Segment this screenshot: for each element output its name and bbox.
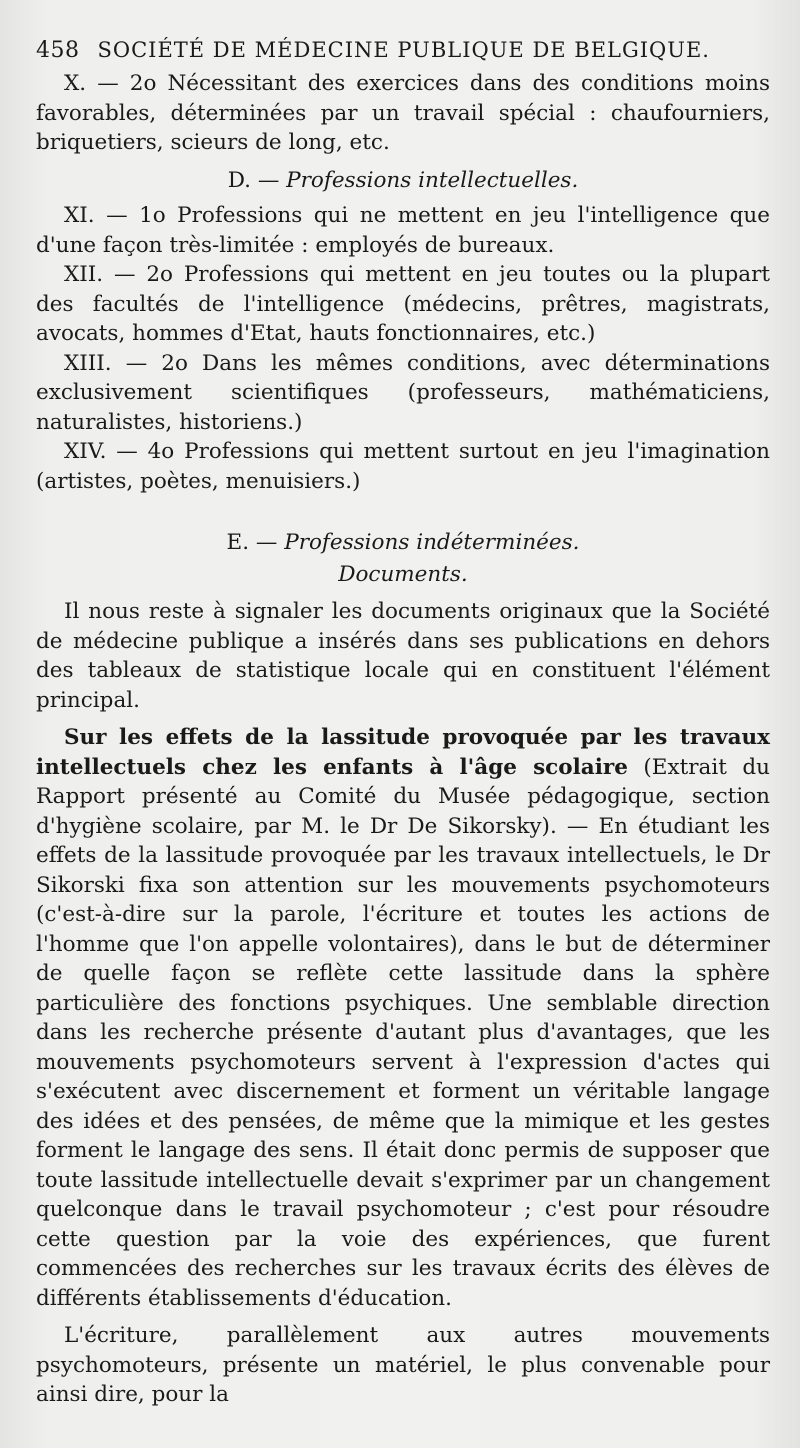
list-item-xi: XI. — 1o Professions qui ne mettent en jeu l'intelligence que d'une façon très-limitée : employés de bureaux. — [36, 203, 770, 258]
page-number: 458 — [36, 38, 80, 63]
section-heading-e — [36, 528, 770, 558]
list-item-xiv: XIV. — 4o Professions qui mettent surtout en jeu l'imagination (artistes, poètes, menuisiers.) — [36, 439, 770, 494]
main-paragraph — [36, 723, 770, 1313]
article-body: (Extrait du Rapport présenté au Comité du Musée pédagogique, section d'hygiène scolaire, par M. le Dr De Sikorsky). — En étudiant les effets de la lassitude provoquée par les travaux intellectuels, le Dr Sikorski fixa son attention sur les mouvements psychomoteurs (c'est-à-dire sur la parole, l'écriture et toutes les actions de l'homme que l'on appelle volontaires), dans le but de déterminer de quelle façon se reflète cette lassitude dans la sphère particulière des fonctions psychiques. Une semblable direction dans les recherche présente d'autant plus d'avantages, que les mouvements psychomoteurs servent à l'expression d'actes qui s'exécutent avec discernement et forment un véritable langage des idées et des pensées, de même que la mimique et les gestes forment le langage des sens. Il était donc permis de supposer que toute lassitude intellectuelle devait s'exprimer par un changement quelconque dans le travail psychomoteur ; c'est pour résoudre cette question par la voie des expériences, que furent commencées des recherches sur les travaux écrits des élèves de différents établissements d'éducation. — [36, 754, 770, 1311]
closing-paragraph: L'écriture, parallèlement aux autres mouvements psychomoteurs, présente un matériel, le plus convenable pour ainsi dire, pour la — [36, 1323, 770, 1407]
list-item-xii: XII. — 2o Professions qui mettent en jeu toutes ou la plupart des facultés de l'intelligence (médecins, prêtres, magistrats, avocats, hommes d'Etat, hauts fonctionnaires, etc.) — [36, 262, 770, 346]
section-letter-e: E. — — [226, 530, 278, 555]
section-title-e: Professions indéterminées. — [284, 530, 580, 555]
documents-heading: Documents. — [338, 561, 468, 587]
section-spacer — [36, 496, 770, 528]
section-heading-d — [36, 166, 770, 196]
intro-paragraph: Il nous reste à signaler les documents originaux que la Société de médecine publique a insérés dans ses publications en dehors des tableaux de statistique locale qui en constituent l'élément principal. — [36, 599, 770, 713]
running-title: SOCIÉTÉ DE MÉDECINE PUBLIQUE DE BELGIQUE. — [97, 38, 710, 62]
section-letter-d: D. — — [227, 167, 280, 193]
list-item-x: X. — 2o Nécessitant des exercices dans des conditions moins favorables, déterminées par un travail spécial : chaufourniers, briquetiers, scieurs de long, etc. — [36, 71, 770, 155]
section-title-d: Professions intellectuelles. — [286, 167, 579, 193]
list-item-xiii: XIII. — 2o Dans les mêmes conditions, avec déterminations exclusivement scientifiques (professeurs, mathématiciens, naturalistes, historiens.) — [36, 350, 770, 435]
page-header — [36, 38, 770, 63]
article-title: Sur les effets de la lassitude provoquée par les travaux intellectuels chez les enfants à l'âge scolaire — [36, 725, 770, 780]
